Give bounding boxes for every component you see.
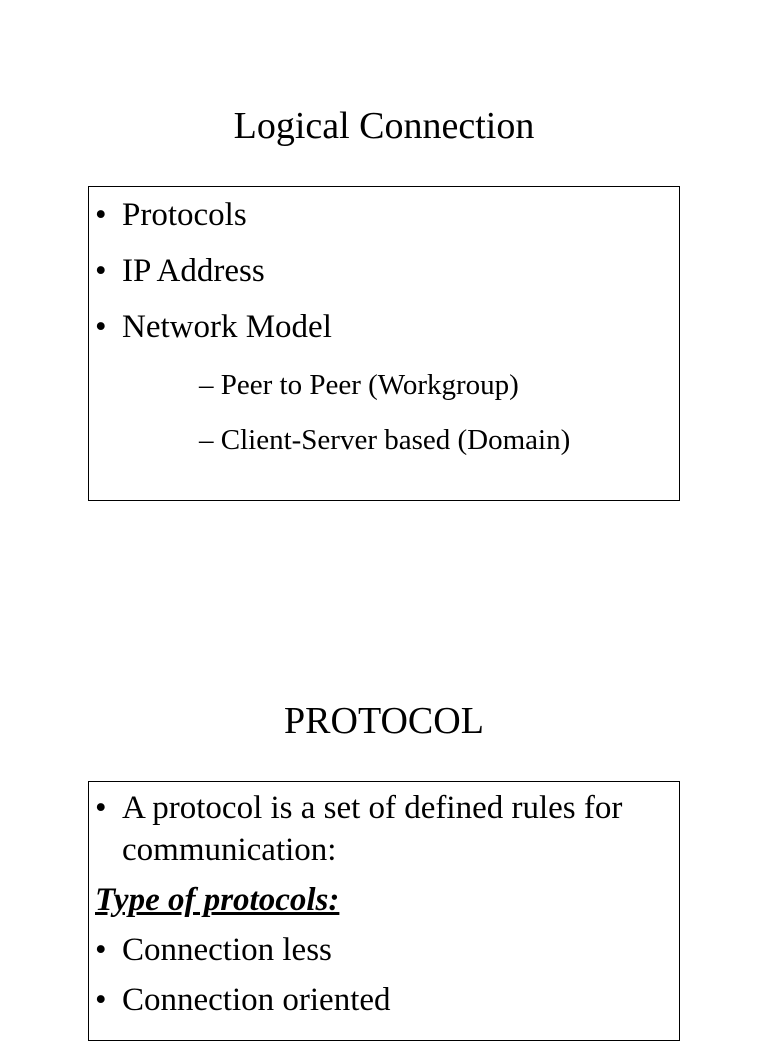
- content-box: [88, 186, 680, 501]
- bullet-item: [95, 788, 622, 828]
- bullet-item: [95, 251, 265, 291]
- sub-bullet-item: [199, 422, 570, 458]
- bullet-marker: •: [95, 253, 107, 289]
- bullet-item: [95, 195, 247, 235]
- slide-title: Logical Connection: [233, 105, 535, 147]
- bullet-marker: •: [95, 932, 107, 968]
- sub-bullet-item: [199, 367, 519, 403]
- bullet-marker: •: [95, 982, 107, 1018]
- bullet-text: A protocol is a set of defined rules for: [122, 790, 623, 826]
- sub-bullet-text: Client-Server based (Domain): [220, 424, 571, 456]
- bullet-marker: •: [95, 309, 107, 345]
- bullet-item: [95, 980, 391, 1020]
- sub-bullet-marker: –: [199, 424, 214, 456]
- content-box: [88, 781, 680, 1041]
- bullet-text: IP Address: [122, 253, 265, 289]
- bullet-text: Protocols: [122, 197, 247, 233]
- bullet-marker: •: [95, 197, 107, 233]
- sub-bullet-text: Peer to Peer (Workgroup): [220, 369, 519, 401]
- bullet-text: Connection less: [122, 932, 332, 968]
- slide-title: PROTOCOL: [284, 700, 484, 742]
- bullet-marker: •: [95, 790, 107, 826]
- bullet-item: [95, 307, 332, 347]
- sub-bullet-marker: –: [199, 369, 214, 401]
- bullet-text: Network Model: [122, 309, 332, 345]
- bullet-continuation: communication:: [122, 832, 337, 868]
- type-heading: Type of protocols:: [95, 882, 340, 918]
- bullet-item: [95, 930, 332, 970]
- bullet-text: Connection oriented: [122, 982, 391, 1018]
